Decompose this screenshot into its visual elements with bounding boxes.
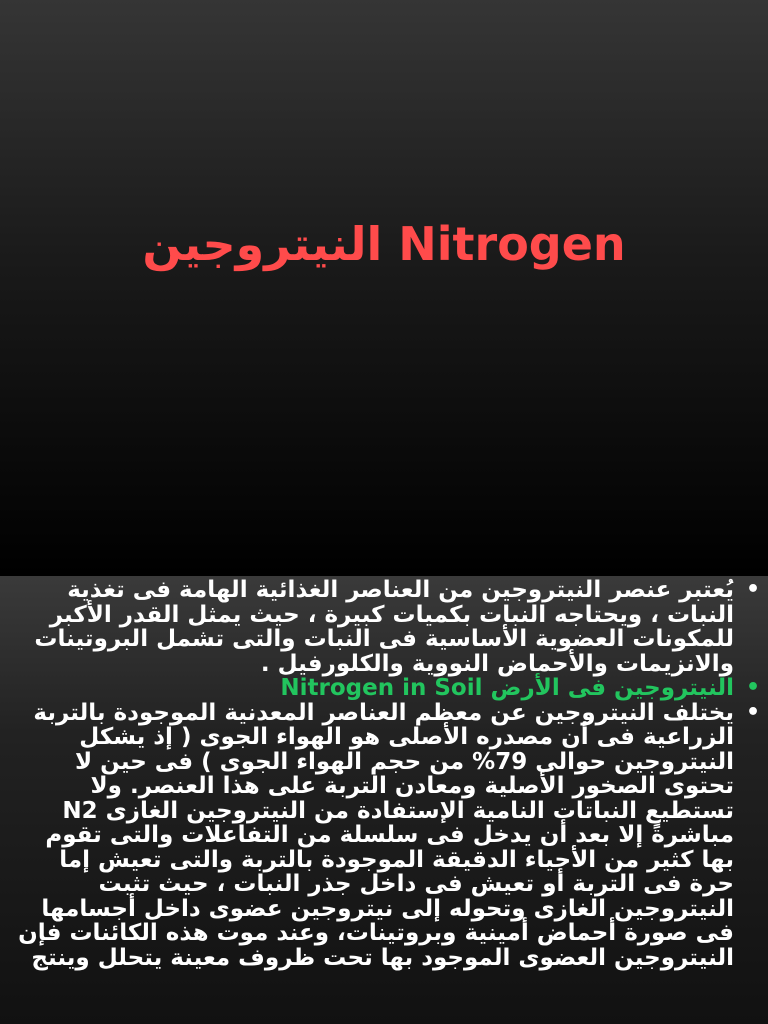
bullet-text-intro: يُعتبر عنصر النيتروجين من العناصر الغذائية الهامة فى تغذية النبات ، ويحتاجه النبات بكميات كبيرة ، حيث يمثل القدر الأكبر للمكونات العضوية الأساسية فى النبات والتى تشمل البروتينات والانزيمات والأحماض النووية والكلورفيل . (34, 577, 734, 677)
bullet-item-body (0, 701, 768, 971)
bullet-dot-icon: • (745, 699, 760, 725)
slide-title: النيتروجين Nitrogen (142, 217, 626, 271)
bullet-item-heading (0, 676, 768, 701)
bullet-dot-icon: • (745, 577, 760, 602)
bullet-text-body: يختلف النيتروجين عن معظم العناصر المعدنية الموجودة بالتربة الزراعية فى أن مصدره الأصلى هو الهواء الجوى ( إذ يشكل النيتروجين حوالى 79% من حجم الهواء الجوى ) فى حين لا تحتوى الصخور الأصلية ومعادن التربة على هذا العنصر. ولا تستطيع النباتات النامية الإستفادة من النيتروجين الغازى N2 مباشرةً إلا بعد أن يدخل فى سلسلة من التفاعلات والتى تقوم بها كثير من الأحياء الدقيقة الموجودة بالتربة والتى تعيش إما حرة فى التربة أو تعيش فى داخل جذر النبات ، حيث تثبت النيتروجين الغازى وتحوله إلى نيتروجين عضوى داخل أجسامها فى صورة أحماض أمينية وبروتينات، وعند موت هذه الكائنات فإن النيتروجين العضوى الموجود بها تحت ظروف معينة يتحلل وينتج (18, 699, 734, 971)
bullet-item-intro (0, 578, 768, 676)
content-slide (0, 576, 768, 1024)
bullet-dot-icon: • (745, 675, 760, 700)
bullet-text-heading: النيتروجين فى الأرض Nitrogen in Soil (280, 675, 734, 701)
bullet-list (0, 576, 768, 970)
